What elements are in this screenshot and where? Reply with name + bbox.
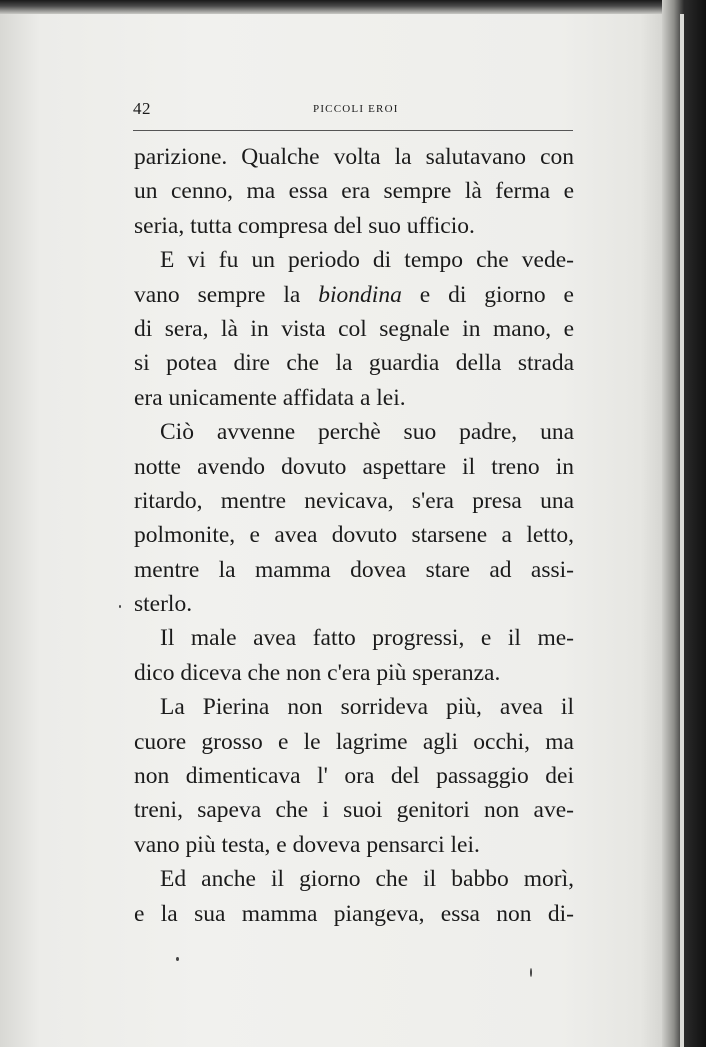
text-line: notte avendo dovuto aspettare il treno in — [134, 453, 574, 480]
text-line: treni, sapeva che i suoi genitori non ave- — [134, 797, 574, 824]
page-edge-strip — [680, 14, 684, 1047]
text-line: vano sempre la biondina e di giorno e — [134, 281, 574, 308]
text-line: Ed anche il giorno che il babbo morì, — [160, 866, 574, 893]
ink-speck — [176, 957, 179, 961]
ink-speck — [119, 605, 121, 608]
text-line: Il male avea fatto progressi, e il me- — [160, 625, 574, 652]
body-text — [134, 140, 574, 931]
text-line: La Pierina non sorrideva più, avea il — [160, 694, 574, 721]
text-line: seria, tutta compresa del suo ufficio. — [134, 212, 475, 239]
ink-speck — [530, 968, 532, 977]
text-line: di sera, là in vista col segnale in mano, e — [134, 315, 574, 342]
text-line: E vi fu un periodo di tempo che vede- — [160, 247, 574, 274]
text-line: sterlo. — [134, 591, 193, 618]
text-line: non dimenticava l' ora del passaggio dei — [134, 763, 574, 790]
text-line: era unicamente affidata a lei. — [134, 384, 406, 411]
emphasized-word: biondina — [318, 281, 402, 308]
text-line: cuore grosso e le lagrime agli occhi, ma — [134, 728, 574, 755]
page-binding-edge — [662, 0, 706, 1047]
header-rule — [133, 130, 573, 131]
text-line: ritardo, mentre nevicava, s'era presa una — [134, 487, 574, 514]
running-header — [133, 97, 573, 121]
text-line: si potea dire che la guardia della strada — [134, 350, 574, 377]
text-line: vano più testa, e doveva pensarci lei. — [134, 831, 480, 858]
text-line: parizione. Qualche volta la salutavano con — [134, 144, 574, 170]
text-line: e la sua mamma piangeva, essa non di- — [134, 900, 574, 927]
page-top-edge — [0, 0, 706, 14]
text-line: polmonite, e avea dovuto starsene a letto, — [134, 522, 574, 549]
running-title: PICCOLI EROI — [313, 103, 399, 115]
text-line: Ciò avvenne perchè suo padre, una — [160, 419, 574, 446]
text-line: dico diceva che non c'era più speranza. — [134, 659, 501, 686]
text-line: mentre la mamma dovea stare ad assi- — [134, 556, 574, 583]
page-number: 42 — [133, 99, 151, 118]
text-line: un cenno, ma essa era sempre là ferma e — [134, 178, 574, 205]
